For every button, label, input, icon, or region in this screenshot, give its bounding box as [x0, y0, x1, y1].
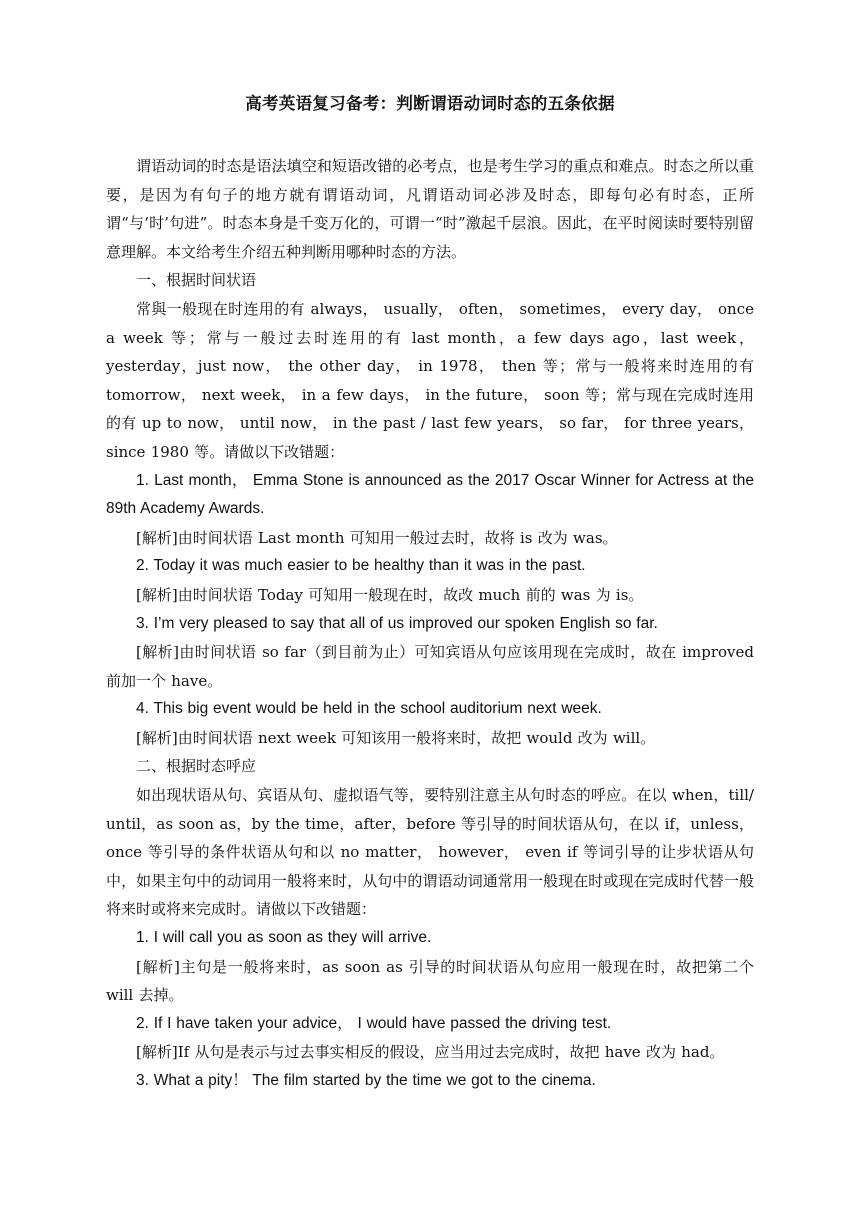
analysis-1-2: [解析]由时间状语 Today 可知用一般现在时，故改 much 前的 was 为 is。 — [136, 585, 644, 604]
analysis-2-1: [解析]主句是一般将来时，as soon as 引导的时间状语从句应用一般现在时，故把第二个 will 去掉。 — [106, 957, 754, 1005]
exercise-1-2: 2. Today it was much easier to be healthy than it was in the past. — [136, 557, 586, 575]
exercise-1-1: 1. Last month， Emma Stone is announced as the 2017 Oscar Winner for Actress at the 89th Academy Awards. — [106, 471, 754, 518]
section-2-body: 如出现状语从句、宾语从句、虚拟语气等，要特别注意主从句时态的呼应。在以 when，till/ until，as soon as，by the time，after，before 等引导的时间状语从句，在以 if，unless，once 等引导的条件状语从句和以 no matter， however， even if 等词引导的让步状语从句中，如果主句中的动词用一般将来时，从句中的谓语动词通常用一般现在时或现在完成时代替一般将来时或将来完成时。请做以下改错题： — [106, 786, 754, 919]
analysis-1-4: [解析]由时间状语 next week 可知该用一般将来时，故把 would 改为 will。 — [136, 728, 656, 747]
exercise-2-2: 2. If I have taken your advice， I would have passed the driving test. — [136, 1014, 612, 1032]
analysis-1-3: [解析]由时间状语 so far（到目前为止）可知宾语从句应该用现在完成时，故在 improved 前加一个 have。 — [106, 643, 754, 690]
intro-paragraph: 谓语动词的时态是语法填空和短语改错的必考点，也是考生学习的重点和难点。时态之所以重要，是因为有句子的地方就有谓语动词，凡谓语动词必涉及时态，即每句必有时态，正所谓“与‘时’句进”。时态本身是千变万化的，可谓一“时”激起千层浪。因此，在平时阅读时要特别留意理解。本文给考生介绍五种判断用哪种时态的方法。 — [106, 157, 754, 261]
exercise-1-3: 3. I’m very pleased to say that all of us improved our spoken English so far. — [136, 614, 658, 632]
analysis-1-1: [解析]由时间状语 Last month 可知用一般过去时，故将 is 改为 was。 — [136, 528, 618, 547]
exercise-2-3: 3. What a pity！ The film started by the time we got to the cinema. — [136, 1072, 596, 1089]
exercise-1-4: 4. This big event would be held in the school auditorium next week. — [136, 700, 602, 718]
exercise-2-1: 1. I will call you as soon as they will arrive. — [136, 929, 432, 947]
section-heading-1: 一、根据时间状语 — [136, 271, 257, 290]
analysis-2-2: [解析]If 从句是表示与过去事实相反的假设，应当用过去完成时，故把 have 改为 had。 — [136, 1043, 725, 1062]
section-heading-2: 二、根据时态呼应 — [136, 757, 257, 776]
page-title: 高考英语复习备考：判断谓语动词时态的五条依据 — [245, 94, 615, 113]
section-1-body: 常與一般现在时连用的有 always， usually， often， sometimes， every day， once a week 等；常与一般过去时连用的有 last month，a few days ago，last week，yesterday，just now， the other day， in 1978， then 等；常与一般将来时连用的有 tomorrow， next week， in a few days， in the future， soon 等；常与现在完成时连用的有 up to now， until now， in the past / last few years， so far， for three years， since 1980 等。请做以下改错题： — [106, 299, 754, 461]
